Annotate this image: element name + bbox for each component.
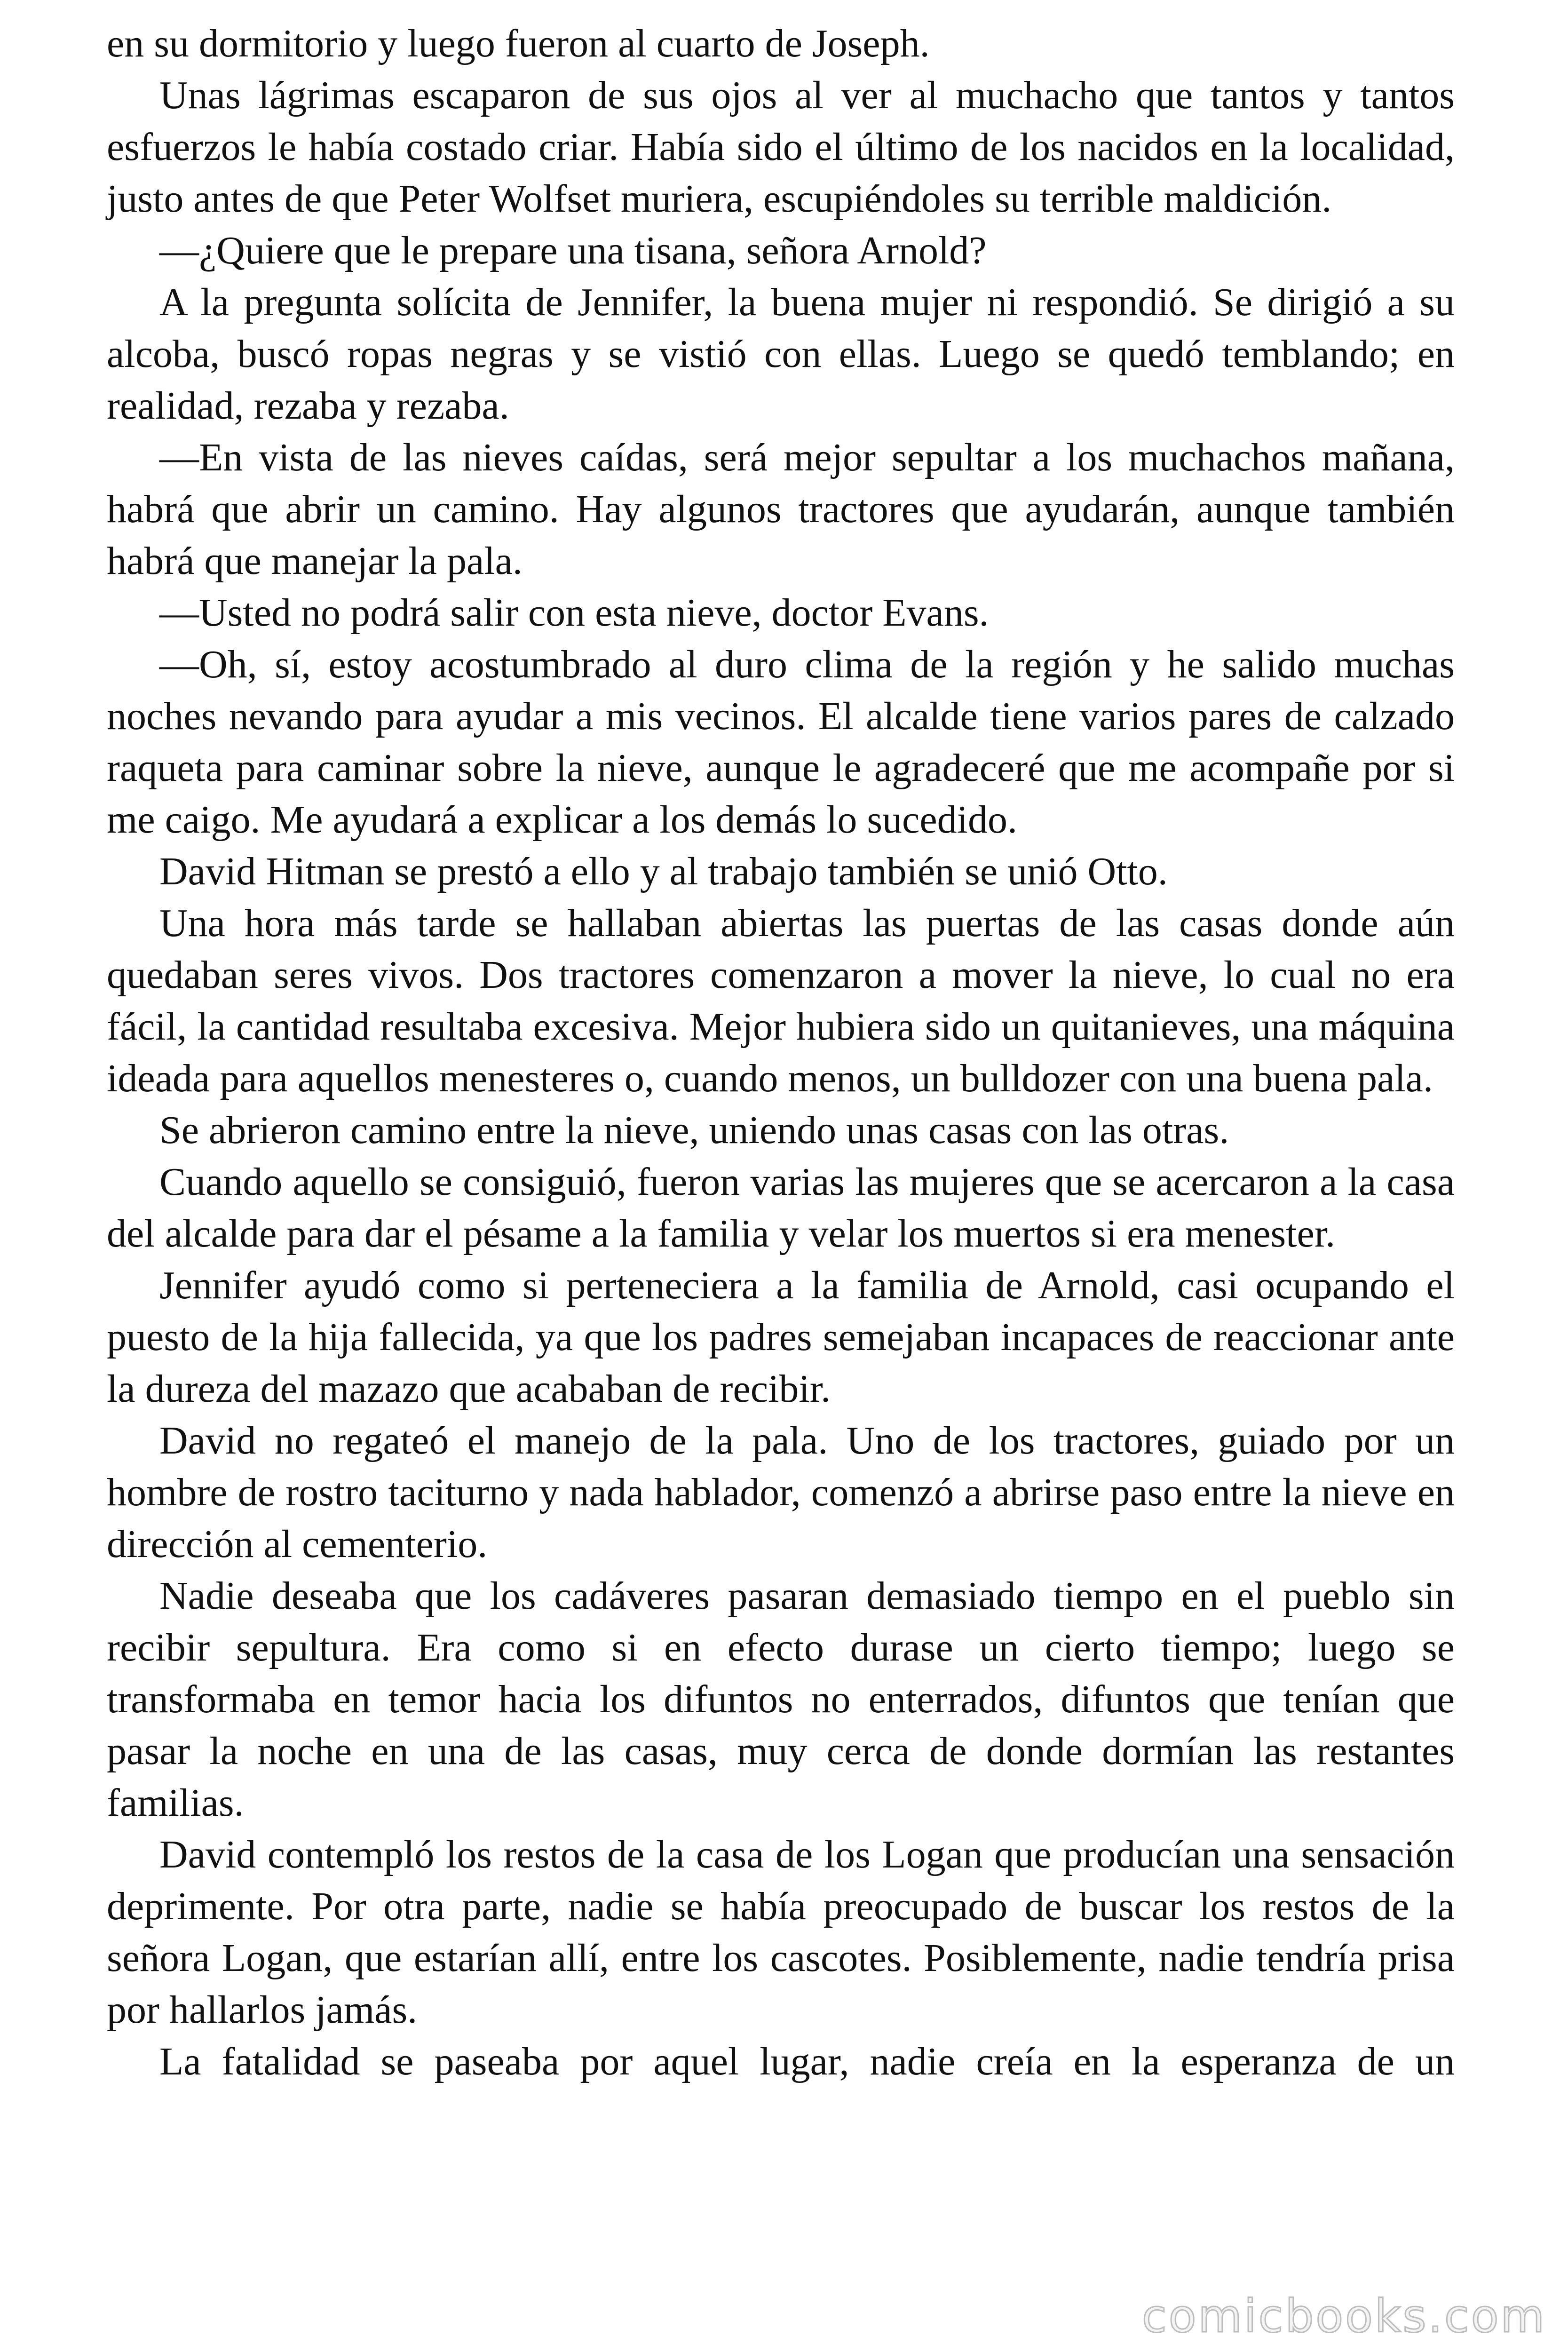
paragraph: —En vista de las nieves caídas, será mejor sepultar a los muchachos mañana, habrá que abrir un camino. Hay algunos tractores que ayudarán, aunque también habrá que manejar la pala. [107,436,1455,583]
paragraph: Nadie deseaba que los cadáveres pasaran demasiado tiempo en el pueblo sin recibir sepultura. Era como si en efecto durase un cierto tiempo; luego se transformaba en temor hacia los difuntos no enterrados, difuntos que tenían que pasar la noche en una de las casas, muy cerca de donde dormían las restantes familias. [107,1574,1455,1825]
paragraph: Una hora más tarde se hallaban abiertas las puertas de las casas donde aún quedaban seres vivos. Dos tractores comenzaron a mover la nieve, lo cual no era fácil, la cantidad resultaba excesiva. Mejor hubiera sido un quitanieves, una máquina ideada para aquellos menesteres o, cuando menos, un bulldozer con una buena pala. [107,901,1455,1100]
paragraph: en su dormitorio y luego fueron al cuarto de Joseph. [107,22,930,65]
watermark: comicbooks.com [1141,2290,1546,2343]
body-text [107,18,1455,2088]
paragraph: Se abrieron camino entre la nieve, uniendo unas casas con las otras. [159,1108,1229,1152]
paragraph: Cuando aquello se consiguió, fueron varias las mujeres que se acercaron a la casa del alcalde para dar el pésame a la familia y velar los muertos si era menester. [107,1160,1455,1255]
paragraph: —Usted no podrá salir con esta nieve, doctor Evans. [159,591,989,635]
paragraph: —Oh, sí, estoy acostumbrado al duro clima de la región y he salido muchas noches nevando para ayudar a mis vecinos. El alcalde tiene varios pares de calzado raqueta para caminar sobre la nieve, aunque le agradeceré que me acompañe por si me caigo. Me ayudará a explicar a los demás lo sucedido. [107,643,1455,842]
paragraph: David no regateó el manejo de la pala. Uno de los tractores, guiado por un hombre de rostro taciturno y nada hablador, comenzó a abrirse paso entre la nieve en dirección al cementerio. [107,1419,1455,1566]
paragraph: —¿Quiere que le prepare una tisana, señora Arnold? [159,229,987,272]
paragraph: Unas lágrimas escaparon de sus ojos al ver al muchacho que tantos y tantos esfuerzos le había costado criar. Había sido el último de los nacidos en la localidad, justo antes de que Peter Wolfset muriera, escupiéndoles su terrible maldición. [107,73,1455,221]
paragraph: La fatalidad se paseaba por aquel lugar, nadie creía en la esperanza de un [159,2040,1455,2083]
paragraph: David Hitman se prestó a ello y al trabajo también se unió Otto. [159,850,1168,893]
paragraph: Jennifer ayudó como si perteneciera a la familia de Arnold, casi ocupando el puesto de la hija fallecida, ya que los padres semejaban incapaces de reaccionar ante la dureza del mazazo que acababan de recibir. [107,1263,1455,1411]
paragraph: David contempló los restos de la casa de los Logan que producían una sensación deprimente. Por otra parte, nadie se había preocupado de buscar los restos de la señora Logan, que estarían allí, entre los cascotes. Posiblemente, nadie tendría prisa por hallarlos jamás. [107,1833,1455,2032]
paragraph: A la pregunta solícita de Jennifer, la buena mujer ni respondió. Se dirigió a su alcoba, buscó ropas negras y se vistió con ellas. Luego se quedó temblando; en realidad, rezaba y rezaba. [107,280,1455,428]
